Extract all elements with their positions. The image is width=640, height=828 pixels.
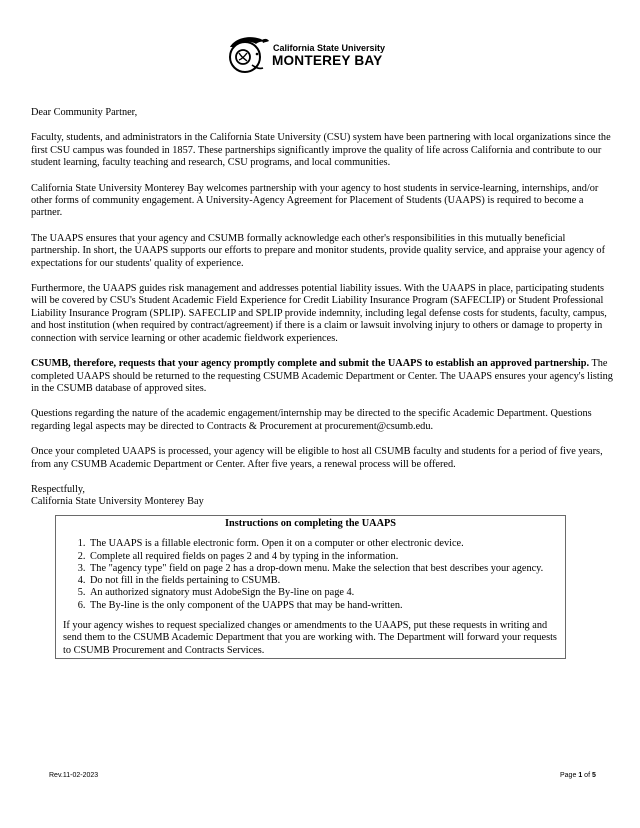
paragraph-welcome: California State University Monterey Bay welcomes partnership with your agency to host students in service-learning, internships, and/or other forms of community engagement. A University-Agency Agreement for Placement of Students (UAAPS) is required to become a partner. — [31, 182, 599, 219]
revision-label: Rev.11-02-2023 — [49, 772, 99, 779]
otter-seal-icon — [222, 32, 270, 76]
university-logo — [222, 32, 386, 76]
letter-body — [31, 107, 613, 509]
instruction-item: 1. The UAAPS is a fillable electronic form. Open it on a computer or other electronic device. — [88, 538, 558, 550]
instruction-item: 3. The "agency type" field on page 2 has a drop-down menu. Make the selection that best describes your agency. — [88, 563, 558, 575]
logo-campus-text: MONTEREY BAY — [272, 53, 383, 68]
request-bold-text: CSUMB, therefore, requests that your agency promptly complete and submit the UAAPS to establish an approved partnership. — [31, 358, 590, 370]
salutation: Dear Community Partner, — [31, 107, 138, 118]
page-total: 5 — [591, 772, 596, 779]
page-word: Page — [560, 772, 577, 779]
paragraph-questions: Questions regarding the nature of the academic engagement/internship may be directed to the specific Academic Department. Questions regarding legal aspects may be directed to Contracts & Procurement at procurement@csumb.edu. — [31, 408, 592, 432]
logo-university-text: California State University — [273, 43, 386, 53]
paragraph-request — [31, 358, 613, 395]
paragraph-risk-management: Furthermore, the UAAPS guides risk management and addresses potential liability issues. With the UAAPS in place, participating students will be covered by CSU's Student Academic Field Experience for Credit Liability Insurance Program (SAFECLIP) or Student Professional Liability Insurance Program (SPLIP). SAFECLIP and SPLIP provide indemnity, including legal defense costs for students, faculty, campus, and host institution (when required by contract/agreement) if there is a claim or lawsuit involving injury to others or damage to property in connection with service learning or other academic fieldwork experiences. — [31, 283, 607, 344]
closing: Respectfully, — [31, 483, 85, 495]
request-text: The completed UAAPS should be returned to the requesting CSUMB Academic Department or Center. The UAAPS ensures your agency's listing in the CSUMB database of approved sites. — [31, 358, 613, 394]
instructions-note: If your agency wishes to request specialized changes or amendments to the UAAPS, put these requests in writing and send them to the CSUMB Academic Department that you are working with. The Department will forward your requests to CSUMB Procurement and Contracts Services. — [63, 620, 557, 656]
instruction-item: 4. Do not fill in the fields pertaining to CSUMB. — [88, 575, 558, 587]
page-indicator — [560, 772, 596, 779]
paragraph-uaaps-ensures: The UAAPS ensures that your agency and CSUMB formally acknowledge each other's responsibilities in this mutually beneficial partnership. In short, the UAAPS supports our efforts to prepare and monitor students, provide quality service, and appraise your agency of expectations for our students' quality of experience. — [31, 232, 606, 269]
page-number: 1 — [578, 772, 583, 779]
signature: California State University Monterey Bay — [31, 496, 204, 508]
paragraph-csu-partnerships: Faculty, students, and administrators in the California State University (CSU) system have been partnering with local organizations since the first CSU campus was founded in 1857. These partnerships significantly improve the quality of life across California and contribute to our student learning, faculty teaching and research, CSU programs, and local communities. — [31, 132, 611, 169]
instructions-box — [55, 515, 566, 659]
instruction-item: 2. Complete all required fields on pages 2 and 4 by typing in the information. — [88, 551, 558, 563]
instructions-list — [63, 538, 558, 612]
of-word: of — [584, 772, 591, 779]
instruction-item: 5. An authorized signatory must AdobeSign the By-line on page 4. — [88, 587, 558, 599]
paragraph-processing: Once your completed UAAPS is processed, your agency will be eligible to host all CSUMB faculty and students for a period of five years, from any CSUMB Academic Department or Center. After five years, a renewal process will be offered. — [31, 446, 603, 470]
instructions-title: Instructions on completing the UAAPS — [224, 518, 397, 529]
instruction-item: 6. The By-line is the only component of the UAPPS that may be hand-written. — [88, 600, 558, 612]
